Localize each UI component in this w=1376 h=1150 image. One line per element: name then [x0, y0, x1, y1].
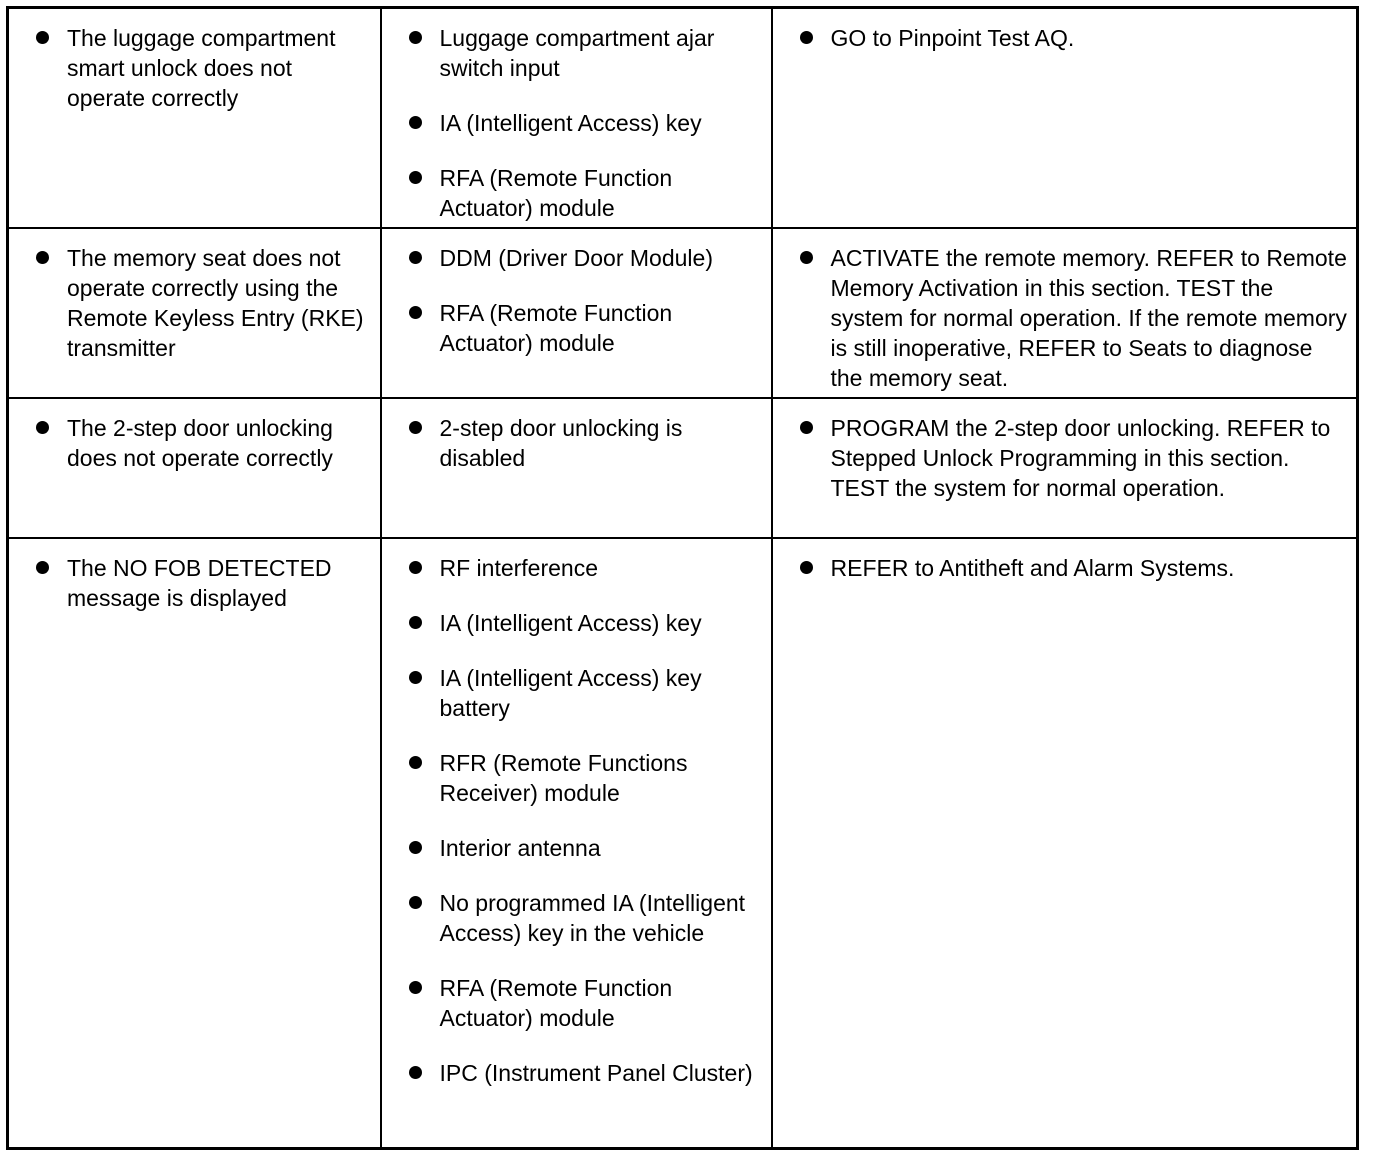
bullet-icon [409, 251, 422, 264]
cause-list [390, 23, 763, 223]
table-row [8, 538, 1358, 1149]
action-item: REFER to Antitheft and Alarm Systems. [781, 553, 1349, 583]
cause-item: Luggage compartment ajar switch input [390, 23, 763, 83]
cause-item: RFA (Remote Function Actuator) module [390, 163, 763, 223]
cause-cell [381, 8, 772, 229]
condition-list [17, 23, 372, 113]
bullet-icon [409, 671, 422, 684]
cause-list [390, 413, 763, 473]
table-row [8, 8, 1358, 229]
action-cell [772, 538, 1358, 1149]
bullet-icon [36, 251, 49, 264]
bullet-icon [36, 31, 49, 44]
cause-item: Interior antenna [390, 833, 763, 863]
bullet-icon [409, 561, 422, 574]
bullet-icon [800, 251, 813, 264]
cause-cell [381, 228, 772, 398]
cause-item: RF interference [390, 553, 763, 583]
bullet-icon [409, 171, 422, 184]
cause-item: IA (Intelligent Access) key battery [390, 663, 763, 723]
bullet-icon [800, 31, 813, 44]
cause-item: RFR (Remote Functions Receiver) module [390, 748, 763, 808]
bullet-icon [800, 421, 813, 434]
cause-item: IA (Intelligent Access) key [390, 108, 763, 138]
condition-cell [8, 228, 381, 398]
condition-cell [8, 538, 381, 1149]
cause-list [390, 553, 763, 1088]
bullet-icon [36, 421, 49, 434]
condition-list [17, 413, 372, 473]
bullet-icon [800, 561, 813, 574]
bullet-icon [409, 306, 422, 319]
cause-cell [381, 538, 772, 1149]
bullet-icon [409, 756, 422, 769]
action-item: ACTIVATE the remote memory. REFER to Remote Memory Activation in this section. TEST the system for normal operation. If the remote memory is still inoperative, REFER to Seats to diagnose the memory seat. [781, 243, 1349, 393]
bullet-icon [36, 561, 49, 574]
bullet-icon [409, 116, 422, 129]
bullet-icon [409, 981, 422, 994]
condition-item: The luggage compartment smart unlock does not operate correctly [17, 23, 372, 113]
action-item: PROGRAM the 2-step door unlocking. REFER to Stepped Unlock Programming in this section. TEST the system for normal operation. [781, 413, 1349, 503]
cause-list [390, 243, 763, 358]
table-body [8, 8, 1358, 1149]
condition-item: The NO FOB DETECTED message is displayed [17, 553, 372, 613]
condition-cell [8, 8, 381, 229]
action-item: GO to Pinpoint Test AQ. [781, 23, 1349, 53]
action-list [781, 413, 1349, 503]
cause-item: RFA (Remote Function Actuator) module [390, 973, 763, 1033]
bullet-icon [409, 1066, 422, 1079]
cause-item: IPC (Instrument Panel Cluster) [390, 1058, 763, 1088]
table-row [8, 398, 1358, 538]
action-cell [772, 8, 1358, 229]
cause-item: No programmed IA (Intelligent Access) key in the vehicle [390, 888, 763, 948]
action-list [781, 243, 1349, 393]
condition-cell [8, 398, 381, 538]
action-list [781, 23, 1349, 53]
cause-item: DDM (Driver Door Module) [390, 243, 763, 273]
cause-cell [381, 398, 772, 538]
bullet-icon [409, 31, 422, 44]
bullet-icon [409, 841, 422, 854]
condition-item: The memory seat does not operate correctly using the Remote Keyless Entry (RKE) transmitter [17, 243, 372, 363]
action-list [781, 553, 1349, 583]
action-cell [772, 228, 1358, 398]
condition-list [17, 243, 372, 363]
condition-item: The 2-step door unlocking does not operate correctly [17, 413, 372, 473]
cause-item: 2-step door unlocking is disabled [390, 413, 763, 473]
bullet-icon [409, 896, 422, 909]
table-row [8, 228, 1358, 398]
cause-item: IA (Intelligent Access) key [390, 608, 763, 638]
bullet-icon [409, 616, 422, 629]
symptom-chart-table [6, 6, 1359, 1150]
cause-item: RFA (Remote Function Actuator) module [390, 298, 763, 358]
action-cell [772, 398, 1358, 538]
condition-list [17, 553, 372, 613]
bullet-icon [409, 421, 422, 434]
